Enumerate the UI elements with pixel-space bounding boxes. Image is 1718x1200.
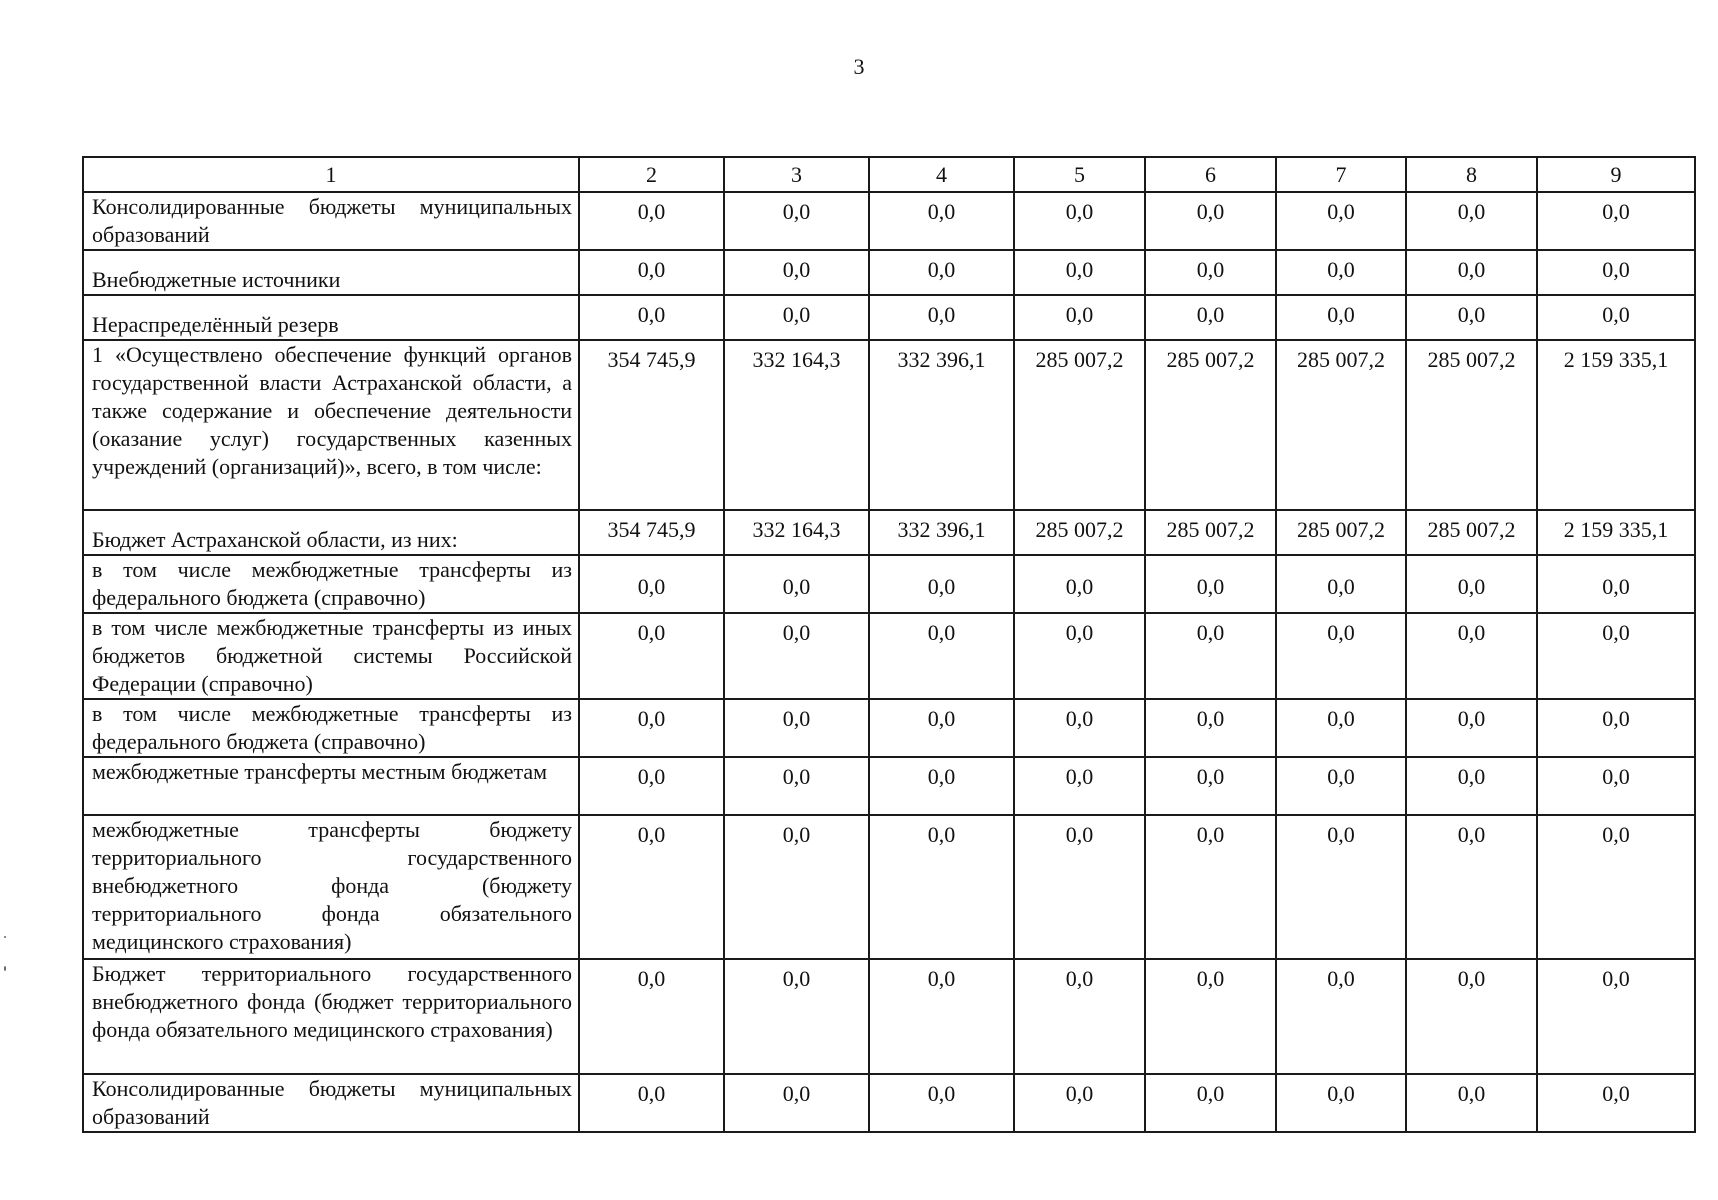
table-cell: 0,0 (869, 1074, 1014, 1132)
table-cell: 0,0 (1537, 959, 1695, 1074)
table-cell: 0,0 (1145, 699, 1276, 757)
table-cell: 0,0 (579, 699, 724, 757)
column-header: 4 (869, 157, 1014, 192)
table-cell: 0,0 (1145, 192, 1276, 250)
table-cell: 285 007,2 (1406, 510, 1537, 555)
table-cell: 0,0 (724, 295, 869, 340)
table-cell: 0,0 (1276, 757, 1406, 815)
table-cell: 0,0 (1014, 699, 1145, 757)
table-cell: 0,0 (579, 757, 724, 815)
table-cell: 285 007,2 (1145, 340, 1276, 510)
table-cell: 0,0 (1406, 192, 1537, 250)
table-row (83, 555, 1695, 613)
column-header: 1 (83, 157, 579, 192)
table-cell: 0,0 (869, 250, 1014, 295)
table-cell: 0,0 (1537, 613, 1695, 699)
table-cell: 0,0 (1537, 192, 1695, 250)
table-row (83, 250, 1695, 295)
table-row (83, 815, 1695, 959)
table-cell: 0,0 (724, 699, 869, 757)
table-cell: 0,0 (724, 192, 869, 250)
table-cell: 332 164,3 (724, 510, 869, 555)
table-cell: 0,0 (1014, 192, 1145, 250)
table-cell: 0,0 (1276, 295, 1406, 340)
table-row (83, 699, 1695, 757)
table-cell: 0,0 (1406, 1074, 1537, 1132)
table-cell: 0,0 (724, 757, 869, 815)
table-row (83, 510, 1695, 555)
table-cell: 0,0 (1276, 555, 1406, 613)
table-cell: 0,0 (1014, 757, 1145, 815)
table-cell: 0,0 (579, 555, 724, 613)
table-cell: 0,0 (579, 613, 724, 699)
budget-table (82, 156, 1696, 1133)
table-row (83, 959, 1695, 1074)
table-cell: 0,0 (1537, 699, 1695, 757)
table-cell: 0,0 (1537, 815, 1695, 959)
table-cell: 0,0 (1014, 815, 1145, 959)
table-cell: 332 164,3 (724, 340, 869, 510)
table-cell: 0,0 (1014, 959, 1145, 1074)
table-row (83, 295, 1695, 340)
table-cell: 285 007,2 (1276, 510, 1406, 555)
table-cell: 332 396,1 (869, 340, 1014, 510)
table-cell: 285 007,2 (1276, 340, 1406, 510)
row-label: в том числе межбюджетные трансферты из федерального бюджета (справочно) (83, 555, 579, 613)
row-label: в том числе межбюджетные трансферты из иных бюджетов бюджетной системы Российской Федерации (справочно) (83, 613, 579, 699)
table-cell: 0,0 (1406, 613, 1537, 699)
table-cell: 0,0 (1406, 555, 1537, 613)
table-cell: 0,0 (1276, 815, 1406, 959)
table-cell: 285 007,2 (1406, 340, 1537, 510)
table-cell: 0,0 (1145, 959, 1276, 1074)
row-label: Внебюджетные источники (83, 250, 579, 295)
table-cell: 0,0 (1276, 613, 1406, 699)
scan-speck (4, 936, 6, 938)
table-cell: 0,0 (1145, 555, 1276, 613)
table-cell: 0,0 (1406, 815, 1537, 959)
table-cell: 0,0 (579, 295, 724, 340)
table-cell: 0,0 (724, 250, 869, 295)
table-cell: 0,0 (579, 959, 724, 1074)
page-number: 3 (853, 54, 865, 79)
column-header: 8 (1406, 157, 1537, 192)
table-row (83, 1074, 1695, 1132)
row-label: 1 «Осуществлено обеспечение функций органов государственной власти Астраханской области, а также содержание и обеспечение деятельности (оказание услуг) государственных казенных учреждений (организаций)», всего, в том числе: (83, 340, 579, 510)
table-cell: 0,0 (1406, 295, 1537, 340)
table-cell: 285 007,2 (1145, 510, 1276, 555)
table-row (83, 757, 1695, 815)
table-cell: 0,0 (579, 815, 724, 959)
table-cell: 0,0 (1145, 815, 1276, 959)
table-cell: 0,0 (724, 555, 869, 613)
table-cell: 0,0 (1537, 295, 1695, 340)
table-cell: 0,0 (1537, 1074, 1695, 1132)
header-row (83, 157, 1695, 192)
table-cell: 0,0 (1406, 959, 1537, 1074)
table-cell: 2 159 335,1 (1537, 510, 1695, 555)
table-row (83, 192, 1695, 250)
table-cell: 0,0 (1145, 613, 1276, 699)
table-cell: 0,0 (1014, 613, 1145, 699)
table-cell: 354 745,9 (579, 340, 724, 510)
table-cell: 0,0 (1406, 757, 1537, 815)
table-cell: 0,0 (869, 295, 1014, 340)
table-cell: 0,0 (579, 1074, 724, 1132)
row-label: Консолидированные бюджеты муниципальных образований (83, 192, 579, 250)
table-cell: 0,0 (1145, 1074, 1276, 1132)
table-cell: 0,0 (1014, 555, 1145, 613)
row-label: Бюджет территориального государственного внебюджетного фонда (бюджет территориального фонда обязательного медицинского страхования) (83, 959, 579, 1074)
column-header: 5 (1014, 157, 1145, 192)
column-header: 3 (724, 157, 869, 192)
table-cell: 0,0 (1276, 959, 1406, 1074)
table-cell: 0,0 (869, 555, 1014, 613)
table-cell: 0,0 (1276, 192, 1406, 250)
table-cell: 0,0 (1406, 699, 1537, 757)
table-cell: 0,0 (1537, 555, 1695, 613)
column-header: 9 (1537, 157, 1695, 192)
table-row (83, 340, 1695, 510)
column-header: 2 (579, 157, 724, 192)
column-header: 7 (1276, 157, 1406, 192)
table-cell: 0,0 (724, 613, 869, 699)
table-cell: 0,0 (869, 192, 1014, 250)
table-row (83, 613, 1695, 699)
table-cell: 0,0 (1276, 699, 1406, 757)
table-cell: 0,0 (869, 613, 1014, 699)
table-cell: 0,0 (579, 250, 724, 295)
row-label: Консолидированные бюджеты муниципальных образований (83, 1074, 579, 1132)
table-cell: 0,0 (1276, 1074, 1406, 1132)
table-cell: 0,0 (1014, 250, 1145, 295)
table-cell: 285 007,2 (1014, 340, 1145, 510)
table-cell: 0,0 (1406, 250, 1537, 295)
table-cell: 0,0 (1145, 757, 1276, 815)
table-cell: 0,0 (724, 959, 869, 1074)
table-cell: 332 396,1 (869, 510, 1014, 555)
table-cell: 0,0 (869, 959, 1014, 1074)
row-label: Бюджет Астраханской области, из них: (83, 510, 579, 555)
table-cell: 0,0 (869, 699, 1014, 757)
table-cell: 0,0 (1014, 295, 1145, 340)
table-cell: 0,0 (579, 192, 724, 250)
table-cell: 0,0 (869, 757, 1014, 815)
table-cell: 0,0 (1145, 250, 1276, 295)
scan-speck (4, 966, 6, 971)
table-cell: 0,0 (724, 1074, 869, 1132)
row-label: межбюджетные трансферты местным бюджетам (83, 757, 579, 815)
row-label: межбюджетные трансферты бюджету территориального государственного внебюджетного фонда (бюджету территориального фонда обязательного медицинского страхования) (83, 815, 579, 959)
column-header: 6 (1145, 157, 1276, 192)
table-cell: 2 159 335,1 (1537, 340, 1695, 510)
table-cell: 0,0 (1145, 295, 1276, 340)
table-cell: 354 745,9 (579, 510, 724, 555)
row-label: в том числе межбюджетные трансферты из федерального бюджета (справочно) (83, 699, 579, 757)
table-cell: 0,0 (1537, 250, 1695, 295)
table-cell: 0,0 (1014, 1074, 1145, 1132)
table-cell: 0,0 (724, 815, 869, 959)
table-cell: 285 007,2 (1014, 510, 1145, 555)
table-cell: 0,0 (869, 815, 1014, 959)
row-label: Нераспределённый резерв (83, 295, 579, 340)
table-cell: 0,0 (1537, 757, 1695, 815)
table-cell: 0,0 (1276, 250, 1406, 295)
